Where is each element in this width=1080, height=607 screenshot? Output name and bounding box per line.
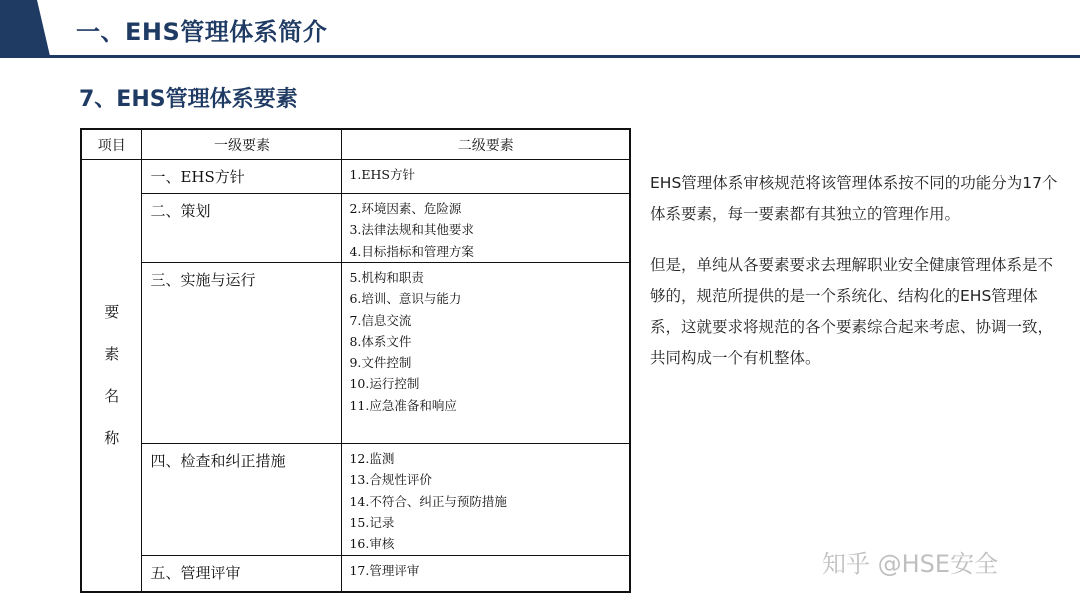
table-row (81, 194, 630, 263)
level2-item: 4.目标指标和管理方案 (349, 243, 474, 259)
level2-item: 13.合规性评价 (349, 472, 432, 488)
level1-cell: 一、EHS方针 (142, 160, 342, 194)
table-row (81, 160, 630, 194)
level2-item: 16.审核 (349, 536, 395, 552)
level1-cell: 三、实施与运行 (142, 263, 342, 444)
level2-item: 15.记录 (349, 514, 395, 530)
header-item: 项目 (81, 129, 142, 160)
level2-item: 12.监测 (349, 451, 395, 466)
level2-item: 3.法律法规和其他要求 (349, 222, 474, 238)
description-panel (650, 168, 1060, 394)
header-level2: 二级要素 (342, 129, 630, 160)
table-row (81, 556, 630, 592)
level2-item: 1.EHS方针 (349, 167, 415, 182)
table-header-row (81, 129, 630, 160)
watermark-text: 知乎 @HSE安全 (822, 550, 999, 578)
level1-cell: 四、检查和纠正措施 (142, 444, 342, 556)
level2-cell (342, 444, 630, 556)
level1-cell: 二、策划 (142, 194, 342, 263)
header-accent-shape (0, 0, 50, 56)
level2-item: 14.不符合、纠正与预防措施 (349, 493, 507, 509)
level2-cell (342, 556, 630, 592)
watermark (822, 544, 998, 579)
description-paragraph-1: EHS管理体系审核规范将该管理体系按不同的功能分为17个体系要素，每一要素都有其独立的管理作用。 (650, 174, 1058, 223)
header-divider (0, 55, 1080, 58)
level2-item: 7.信息交流 (349, 312, 412, 328)
level2-item: 9.文件控制 (349, 355, 412, 371)
level2-item: 6.培训、意识与能力 (349, 291, 462, 307)
level2-item: 17.管理评审 (349, 563, 420, 578)
level2-item: 8.体系文件 (349, 333, 412, 349)
level2-item: 5.机构和职责 (349, 270, 424, 285)
group-label: 要素名称 (104, 303, 120, 448)
level2-cell (342, 160, 630, 194)
table-row (81, 444, 630, 556)
description-paragraph-2: 但是，单纯从各要素要求去理解职业安全健康管理体系是不够的，规范所提供的是一个系统化、结构化的EHS管理体系，这就要求将规范的各个要素综合起来考虑、协调一致，共同构成一个有机整体。 (650, 256, 1054, 367)
level2-cell (342, 263, 630, 444)
page-title: 一、EHS管理体系简介 (76, 18, 328, 46)
level2-item: 11.应急准备和响应 (349, 397, 457, 413)
level2-cell (342, 194, 630, 263)
level2-item: 10.运行控制 (349, 376, 420, 392)
level1-cell: 五、管理评审 (142, 556, 342, 592)
ehs-elements-table (80, 128, 631, 593)
header-level1: 一级要素 (142, 129, 342, 160)
table-row (81, 263, 630, 444)
group-label-cell (81, 160, 142, 592)
level2-item: 2.环境因素、危险源 (349, 201, 462, 216)
section-title: 7、EHS管理体系要素 (79, 87, 298, 112)
